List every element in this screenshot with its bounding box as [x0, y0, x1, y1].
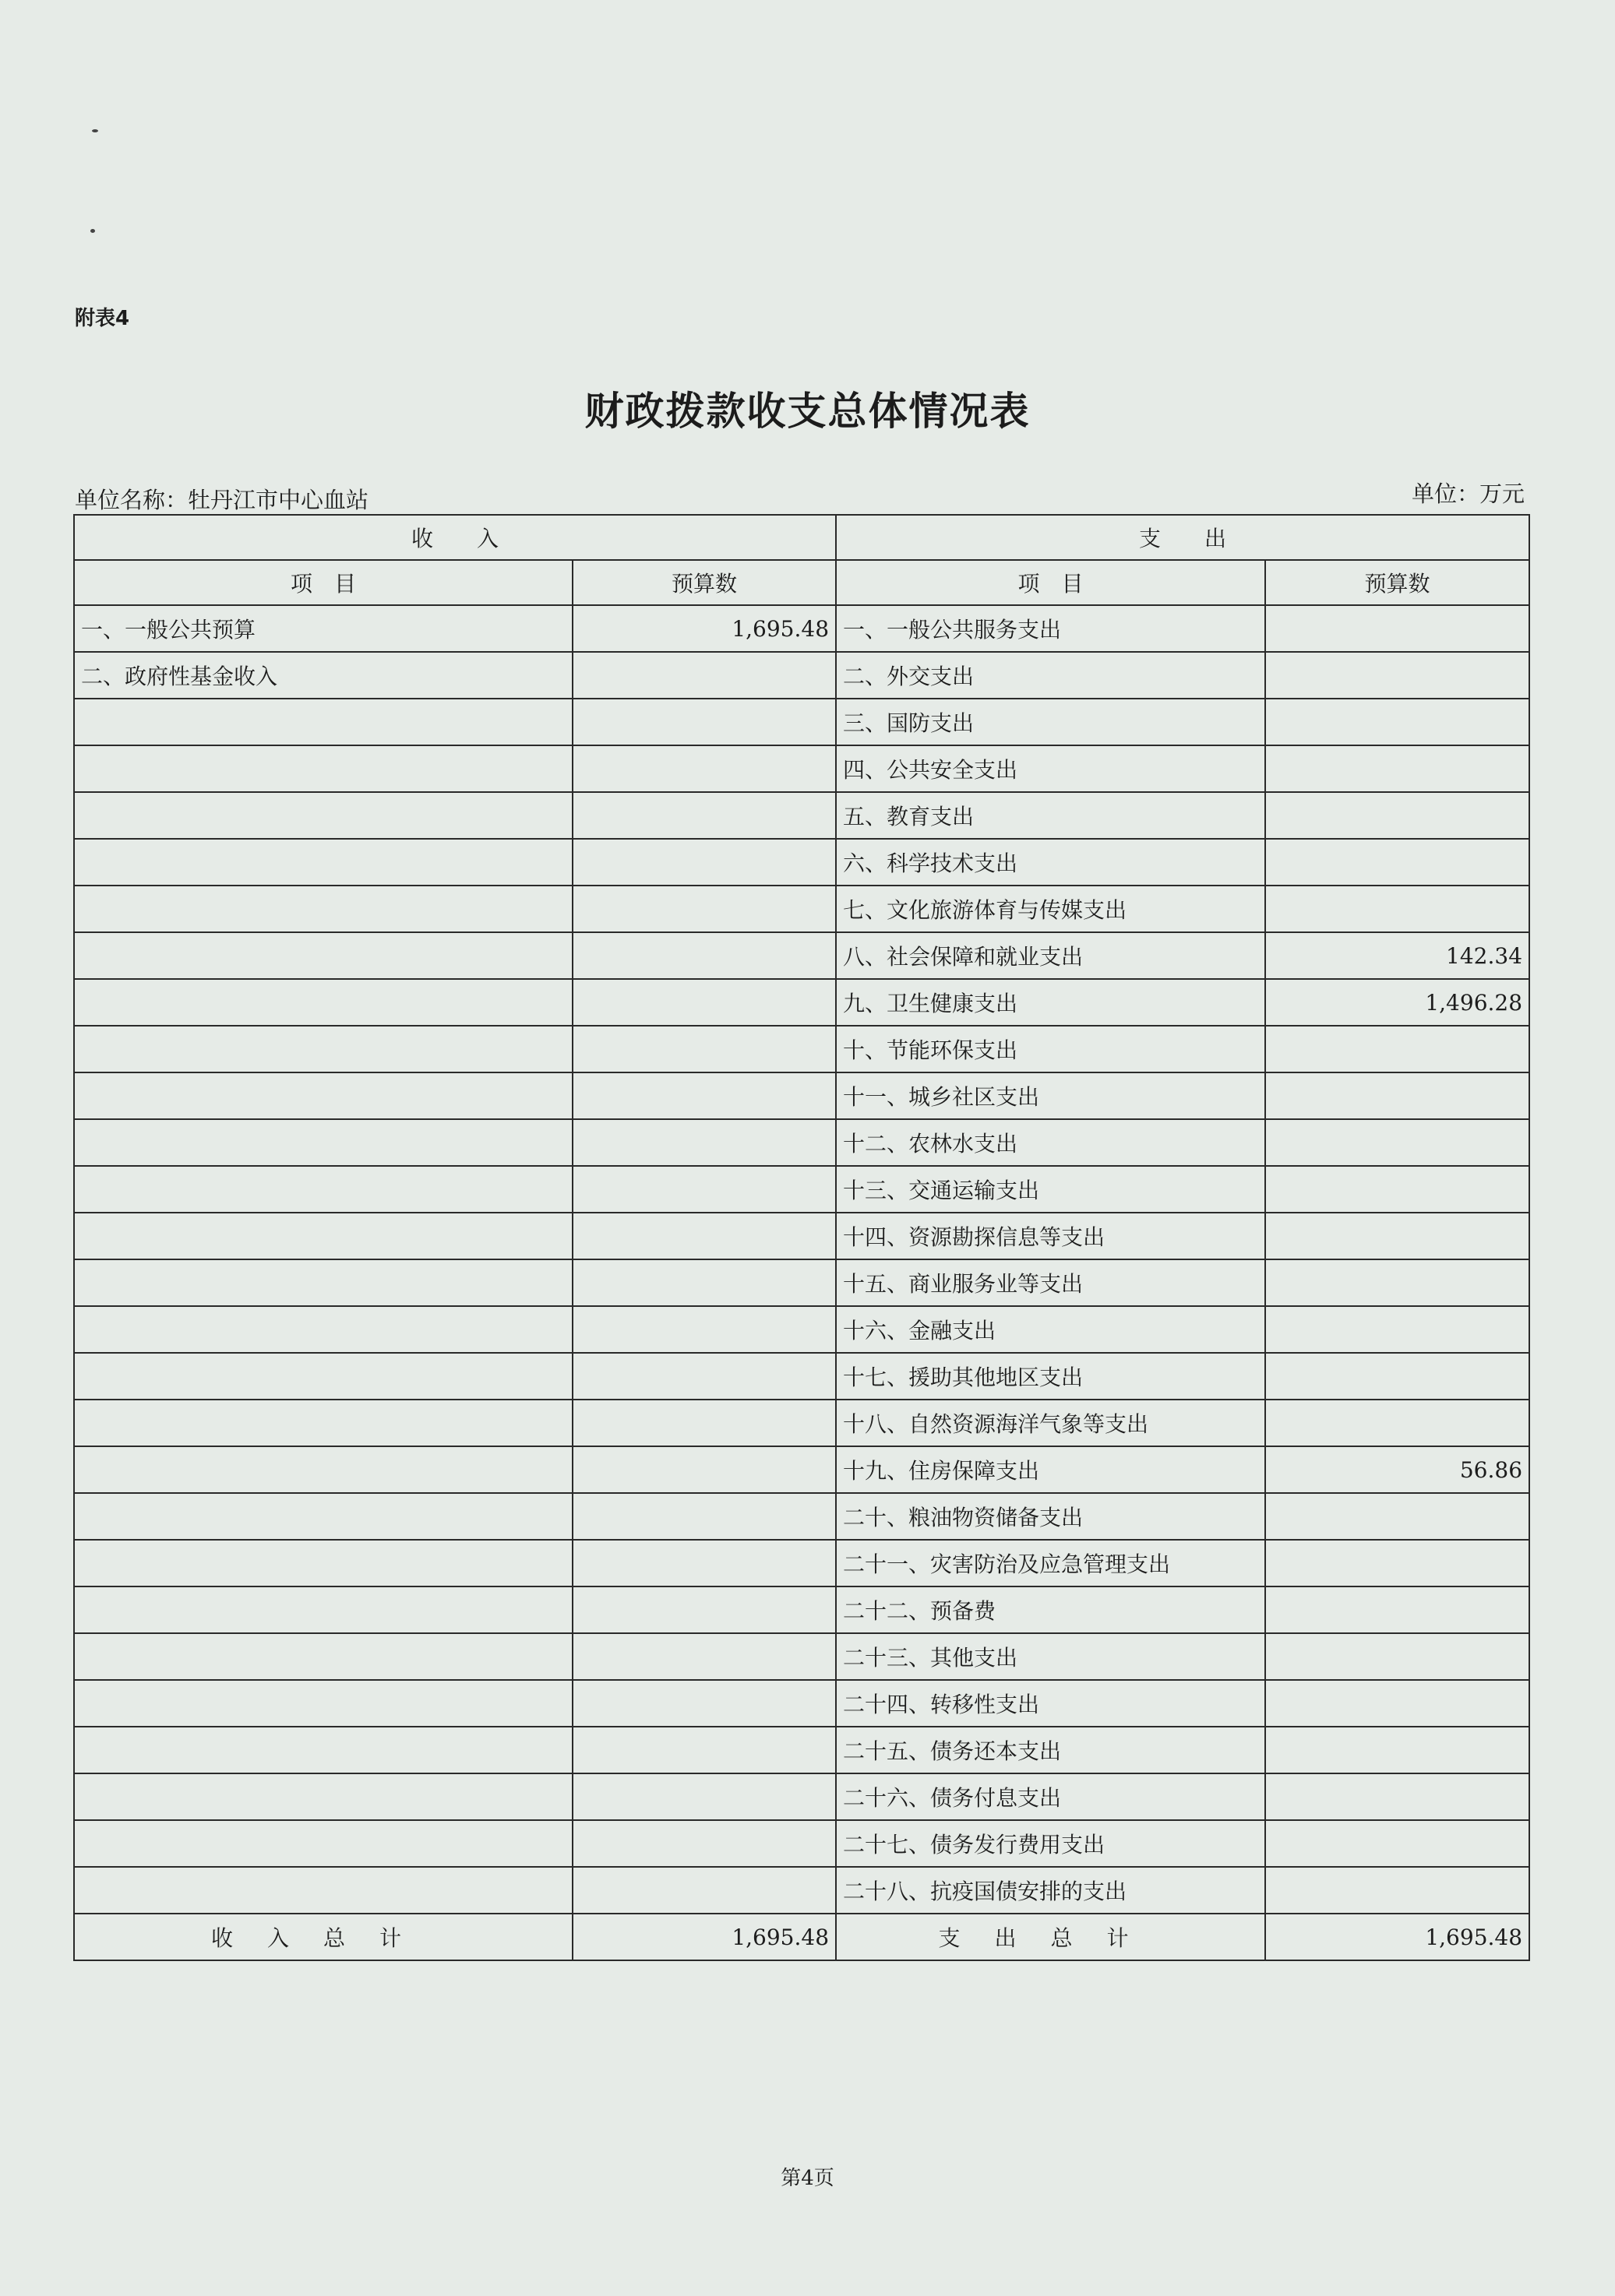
expense-value-cell [1265, 1727, 1529, 1773]
expense-value-cell [1265, 839, 1529, 886]
expense-item-cell: 十五、商业服务业等支出 [836, 1259, 1265, 1306]
expense-item-cell: 五、教育支出 [836, 792, 1265, 839]
income-value-cell [573, 839, 836, 886]
expense-item-cell: 二、外交支出 [836, 652, 1265, 699]
table-row [74, 792, 1529, 839]
expense-item-cell: 十、节能环保支出 [836, 1026, 1265, 1072]
expense-item-cell: 四、公共安全支出 [836, 745, 1265, 792]
table-row [74, 605, 1529, 652]
expense-value-cell [1265, 886, 1529, 932]
table-row [74, 886, 1529, 932]
table-row [74, 1446, 1529, 1493]
income-value-cell [573, 1493, 836, 1540]
table-row [74, 979, 1529, 1026]
expense-value-cell [1265, 1586, 1529, 1633]
income-value-cell [573, 1166, 836, 1213]
table-row [74, 1586, 1529, 1633]
income-item-cell [74, 699, 573, 745]
table-row [74, 932, 1529, 979]
income-value-cell [573, 1213, 836, 1259]
expense-value-cell [1265, 1119, 1529, 1166]
table-row [74, 652, 1529, 699]
income-item-cell [74, 1072, 573, 1119]
expense-item-cell: 二十三、其他支出 [836, 1633, 1265, 1680]
expense-value-cell: 1,496.28 [1265, 979, 1529, 1026]
expense-header: 支 出 [836, 515, 1529, 560]
table-column-header [74, 560, 1529, 605]
expense-item-cell: 二十一、灾害防治及应急管理支出 [836, 1540, 1265, 1586]
expense-value-cell [1265, 1259, 1529, 1306]
income-item-cell [74, 792, 573, 839]
table-row [74, 1400, 1529, 1446]
expense-value-cell [1265, 1353, 1529, 1400]
expense-item-cell: 二十八、抗疫国债安排的支出 [836, 1867, 1265, 1914]
table-row [74, 1540, 1529, 1586]
income-item-cell [74, 1259, 573, 1306]
table-row [74, 1680, 1529, 1727]
income-item-cell: 一、一般公共预算 [74, 605, 573, 652]
income-value-cell [573, 1353, 836, 1400]
income-item-cell [74, 839, 573, 886]
income-value-cell [573, 886, 836, 932]
income-item-cell [74, 1867, 573, 1914]
expense-value-cell [1265, 1400, 1529, 1446]
income-value-cell [573, 1306, 836, 1353]
expense-value-cell [1265, 1306, 1529, 1353]
income-item-cell [74, 1446, 573, 1493]
expense-item-cell: 二十二、预备费 [836, 1586, 1265, 1633]
table-row [74, 1119, 1529, 1166]
income-value-cell [573, 1026, 836, 1072]
expense-value-cell [1265, 1072, 1529, 1119]
income-item-cell [74, 886, 573, 932]
expense-item-cell: 十一、城乡社区支出 [836, 1072, 1265, 1119]
income-value-cell [573, 932, 836, 979]
expense-value-cell [1265, 652, 1529, 699]
unit-name: 单位名称：牡丹江市中心血站 [75, 487, 369, 513]
income-value-cell [573, 1446, 836, 1493]
income-value-cell [573, 1773, 836, 1820]
expense-value-cell [1265, 1680, 1529, 1727]
expense-item-header: 项 目 [836, 560, 1265, 605]
expense-budget-header: 预算数 [1265, 560, 1529, 605]
income-budget-header: 预算数 [573, 560, 836, 605]
table-row [74, 839, 1529, 886]
expense-item-cell: 七、文化旅游体育与传媒支出 [836, 886, 1265, 932]
table-row [74, 1353, 1529, 1400]
table-row [74, 1213, 1529, 1259]
expense-item-cell: 二十七、债务发行费用支出 [836, 1820, 1265, 1867]
expense-value-cell: 56.86 [1265, 1446, 1529, 1493]
expense-item-cell: 六、科学技术支出 [836, 839, 1265, 886]
scan-speck [92, 129, 98, 132]
expense-value-cell [1265, 1773, 1529, 1820]
expense-item-cell: 三、国防支出 [836, 699, 1265, 745]
income-value-cell: 1,695.48 [573, 605, 836, 652]
income-total-value: 1,695.48 [573, 1914, 836, 1960]
income-value-cell [573, 652, 836, 699]
income-item-cell [74, 1493, 573, 1540]
income-value-cell [573, 1867, 836, 1914]
income-item-cell [74, 1306, 573, 1353]
table-section-header [74, 515, 1529, 560]
income-item-cell [74, 1400, 573, 1446]
expense-item-cell: 二十五、债务还本支出 [836, 1727, 1265, 1773]
expense-value-cell [1265, 1026, 1529, 1072]
income-item-cell [74, 1026, 573, 1072]
expense-item-cell: 十七、援助其他地区支出 [836, 1353, 1265, 1400]
table-row [74, 1867, 1529, 1914]
expense-item-cell: 十八、自然资源海洋气象等支出 [836, 1400, 1265, 1446]
income-item-cell: 二、政府性基金收入 [74, 652, 573, 699]
income-item-cell [74, 1586, 573, 1633]
table-row [74, 1026, 1529, 1072]
table-row [74, 1773, 1529, 1820]
page-title: 财政拨款收支总体情况表 [584, 389, 1031, 434]
scan-speck [90, 229, 95, 233]
table-row [74, 1633, 1529, 1680]
expense-value-cell [1265, 1540, 1529, 1586]
table-row [74, 745, 1529, 792]
expense-value-cell [1265, 605, 1529, 652]
income-item-cell [74, 1540, 573, 1586]
income-item-cell [74, 1119, 573, 1166]
income-item-cell [74, 1633, 573, 1680]
income-item-cell [74, 1820, 573, 1867]
income-value-cell [573, 699, 836, 745]
expense-total-label: 支出总计 [836, 1914, 1265, 1960]
expense-value-cell [1265, 1633, 1529, 1680]
income-value-cell [573, 1259, 836, 1306]
expense-item-cell: 一、一般公共服务支出 [836, 605, 1265, 652]
total-row [74, 1914, 1529, 1960]
expense-item-cell: 十三、交通运输支出 [836, 1166, 1265, 1213]
expense-item-cell: 十九、住房保障支出 [836, 1446, 1265, 1493]
currency-unit: 单位：万元 [1411, 481, 1525, 507]
income-value-cell [573, 1400, 836, 1446]
table-row [74, 1306, 1529, 1353]
expense-item-cell: 九、卫生健康支出 [836, 979, 1265, 1026]
income-item-cell [74, 1213, 573, 1259]
income-item-cell [74, 1166, 573, 1213]
income-value-cell [573, 1820, 836, 1867]
expense-value-cell [1265, 1166, 1529, 1213]
income-header: 收 入 [74, 515, 836, 560]
expense-item-cell: 八、社会保障和就业支出 [836, 932, 1265, 979]
income-value-cell [573, 1072, 836, 1119]
expense-value-cell [1265, 745, 1529, 792]
expense-total-value: 1,695.48 [1265, 1914, 1529, 1960]
income-item-cell [74, 1773, 573, 1820]
expense-item-cell: 十四、资源勘探信息等支出 [836, 1213, 1265, 1259]
expense-item-cell: 二十六、债务付息支出 [836, 1773, 1265, 1820]
income-value-cell [573, 1540, 836, 1586]
income-value-cell [573, 1727, 836, 1773]
annex-label: 附表4 [75, 307, 130, 330]
income-item-cell [74, 1680, 573, 1727]
expense-item-cell: 十六、金融支出 [836, 1306, 1265, 1353]
income-item-cell [74, 1727, 573, 1773]
table-row [74, 1259, 1529, 1306]
expense-value-cell [1265, 1820, 1529, 1867]
expense-value-cell [1265, 1493, 1529, 1540]
table-row [74, 699, 1529, 745]
income-item-cell [74, 745, 573, 792]
income-value-cell [573, 1586, 836, 1633]
budget-table [73, 514, 1530, 1961]
income-item-cell [74, 1353, 573, 1400]
expense-item-cell: 二十、粮油物资储备支出 [836, 1493, 1265, 1540]
table-row [74, 1493, 1529, 1540]
expense-value-cell [1265, 792, 1529, 839]
expense-value-cell [1265, 1213, 1529, 1259]
income-item-cell [74, 932, 573, 979]
expense-value-cell [1265, 1867, 1529, 1914]
expense-item-cell: 十二、农林水支出 [836, 1119, 1265, 1166]
income-value-cell [573, 792, 836, 839]
table-row [74, 1072, 1529, 1119]
income-value-cell [573, 1633, 836, 1680]
table-row [74, 1166, 1529, 1213]
page-number: 第4页 [781, 2167, 834, 2190]
expense-value-cell: 142.34 [1265, 932, 1529, 979]
income-total-label: 收入总计 [74, 1914, 573, 1960]
income-value-cell [573, 745, 836, 792]
income-value-cell [573, 1680, 836, 1727]
income-value-cell [573, 1119, 836, 1166]
income-value-cell [573, 979, 836, 1026]
income-item-cell [74, 979, 573, 1026]
table-row [74, 1820, 1529, 1867]
table-row [74, 1727, 1529, 1773]
expense-value-cell [1265, 699, 1529, 745]
expense-item-cell: 二十四、转移性支出 [836, 1680, 1265, 1727]
income-item-header: 项 目 [74, 560, 573, 605]
